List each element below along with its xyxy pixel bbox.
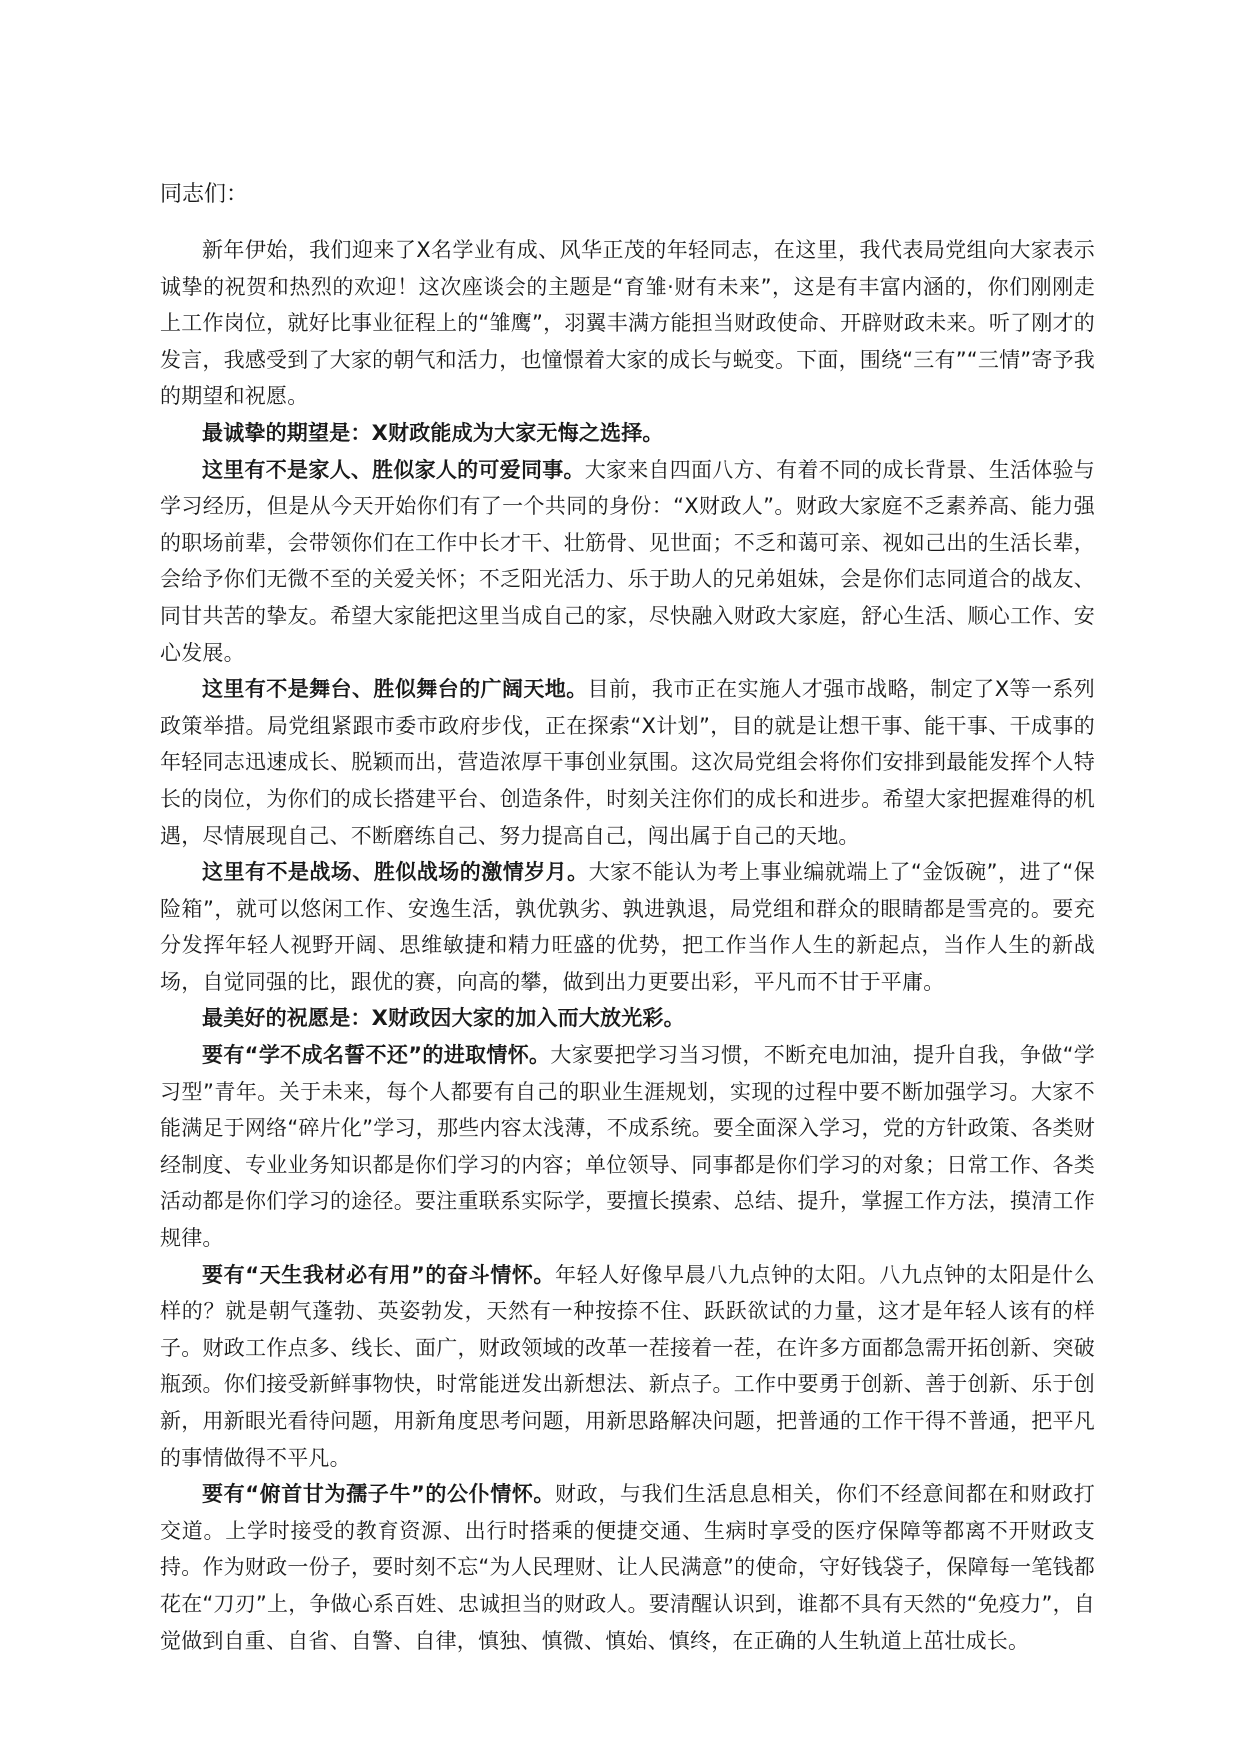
- paragraph-lead: 最美好的祝愿是：X财政因大家的加入而大放光彩。: [202, 1006, 685, 1031]
- document-body: [160, 178, 1095, 1659]
- paragraph-lead: 要有“俯首甘为孺子牛”的公仆情怀。: [202, 1482, 556, 1507]
- paragraph-battlefield: [160, 854, 1095, 1000]
- paragraph-lead: 要有“天生我材必有用”的奋斗情怀。: [202, 1262, 556, 1287]
- paragraph-service: [160, 1476, 1095, 1659]
- section-heading-expectation: [160, 415, 1095, 452]
- paragraph-text: 大家不能认为考上事业编就端上了“金饭碗”，进了“保险箱”，就可以悠闲工作、安逸生活，孰优孰劣、孰进孰退，局党组和群众的眼睛都是雪亮的。要充分发挥年轻人视野开阔、思维敏捷和精力旺盛的优势，把工作当作人生的新起点，当作人生的新战场，自觉同强的比，跟优的赛，向高的攀，做到出力更要出彩，平凡而不甘于平庸。: [160, 860, 1095, 994]
- paragraph-lead: 这里有不是家人、胜似家人的可爱同事。: [202, 457, 585, 482]
- paragraph-learning: [160, 1037, 1095, 1257]
- paragraph-stage: [160, 671, 1095, 854]
- section-heading-wish: [160, 1000, 1095, 1037]
- paragraph-text: 大家来自四面八方、有着不同的成长背景、生活体验与学习经历，但是从今天开始你们有了一个共同的身份：“X财政人”。财政大家庭不乏素养高、能力强的职场前辈，会带领你们在工作中长才干、壮筋骨、见世面；不乏和蔼可亲、视如己出的生活长辈，会给予你们无微不至的关爱关怀；不乏阳光活力、乐于助人的兄弟姐妹，会是你们志同道合的战友、同甘共苦的挚友。希望大家能把这里当成自己的家，尽快融入财政大家庭，舒心生活、顺心工作、安心发展。: [160, 457, 1095, 665]
- paragraph-text: 目前，我市正在实施人才强市战略，制定了X等一系列政策举措。局党组紧跟市委市政府步伐，正在探索“X计划”，目的就是让想干事、能干事、干成事的年轻同志迅速成长、脱颖而出，营造浓厚干事创业氛围。这次局党组会将你们安排到最能发挥个人特长的岗位，为你们的成长搭建平台、创造条件，时刻关注你们的成长和进步。希望大家把握难得的机遇，尽情展现自己、不断磨练自己、努力提高自己，闯出属于自己的天地。: [160, 677, 1095, 848]
- paragraph-lead: 这里有不是战场、胜似战场的激情岁月。: [202, 860, 589, 885]
- salutation: 同志们：: [160, 182, 249, 207]
- paragraph-text: 财政，与我们生活息息相关，你们不经意间都在和财政打交道。上学时接受的教育资源、出行时搭乘的便捷交通、生病时享受的医疗保障等都离不开财政支持。作为财政一份子，要时刻不忘“为人民理财、让人民满意”的使命，守好钱袋子，保障每一笔钱都花在“刀刃”上，争做心系百姓、忠诚担当的财政人。要清醒认识到，谁都不具有天然的“免疫力”，自觉做到自重、自省、自警、自律，慎独、慎微、慎始、慎终，在正确的人生轨道上茁壮成长。: [160, 1482, 1095, 1653]
- paragraph-text: 大家要把学习当习惯，不断充电加油，提升自我，争做“学习型”青年。关于未来，每个人都要有自己的职业生涯规划，实现的过程中要不断加强学习。大家不能满足于网络“碎片化”学习，那些内容太浅薄，不成系统。要全面深入学习，党的方针政策、各类财经制度、专业业务知识都是你们学习的内容；单位领导、同事都是你们学习的对象；日常工作、各类活动都是你们学习的途径。要注重联系实际学，要擅长摸索、总结、提升，掌握工作方法，摸清工作规律。: [160, 1043, 1095, 1251]
- paragraph-text: 新年伊始，我们迎来了X名学业有成、风华正茂的年轻同志，在这里，我代表局党组向大家表示诚挚的祝贺和热烈的欢迎！这次座谈会的主题是“育雏·财有未来”，这是有丰富内涵的，你们刚刚走上工作岗位，就好比事业征程上的“雏鹰”，羽翼丰满方能担当财政使命、开辟财政未来。听了刚才的发言，我感受到了大家的朝气和活力，也憧憬着大家的成长与蜕变。下面，围绕“三有”“三情”寄予我的期望和祝愿。: [160, 238, 1095, 409]
- paragraph-striving: [160, 1257, 1095, 1477]
- paragraph-lead: 最诚挚的期望是：X财政能成为大家无悔之选择。: [202, 420, 664, 445]
- paragraph-lead: 要有“学不成名誓不还”的进取情怀。: [202, 1043, 551, 1068]
- paragraph-colleagues: [160, 452, 1095, 672]
- paragraph-intro: [160, 232, 1095, 415]
- paragraph-text: 年轻人好像早晨八九点钟的太阳。八九点钟的太阳是什么样的？就是朝气蓬勃、英姿勃发，天然有一种按捺不住、跃跃欲试的力量，这才是年轻人该有的样子。财政工作点多、线长、面广，财政领域的改革一茬接着一茬，在许多方面都急需开拓创新、突破瓶颈。你们接受新鲜事物快，时常能迸发出新想法、新点子。工作中要勇于创新、善于创新、乐于创新，用新眼光看待问题，用新角度思考问题，用新思路解决问题，把普通的工作干得不普通，把平凡的事情做得不平凡。: [160, 1262, 1095, 1470]
- paragraph-lead: 这里有不是舞台、胜似舞台的广阔天地。: [202, 677, 588, 702]
